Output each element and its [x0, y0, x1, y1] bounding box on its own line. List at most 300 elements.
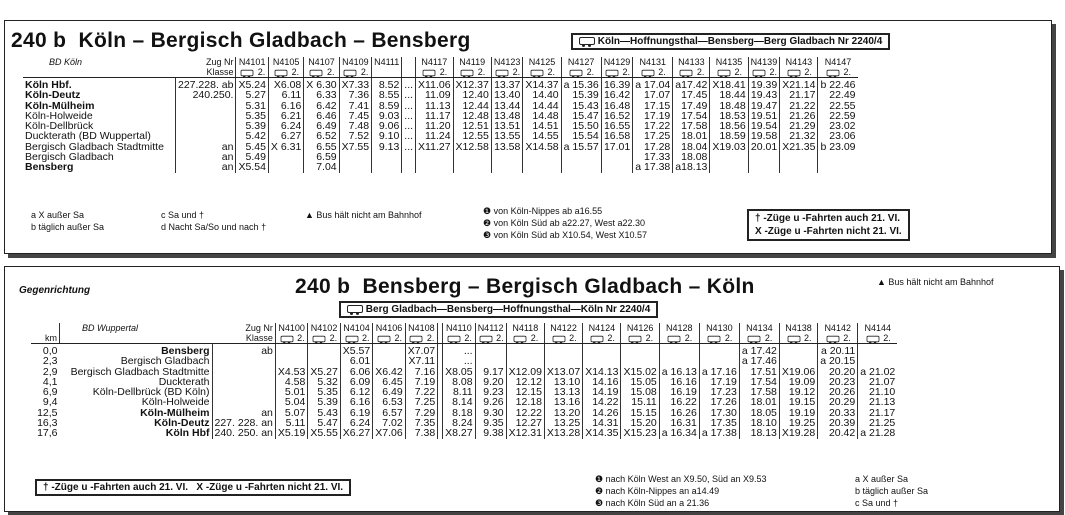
bus-icon	[826, 335, 839, 341]
train-number-cell: N4123	[491, 57, 523, 67]
time-cell: 8.14	[443, 397, 475, 407]
timetable-body	[31, 344, 897, 439]
time-cell: 6.33	[304, 90, 339, 100]
train-number-row	[23, 57, 858, 67]
time-cell: 7.19	[405, 377, 437, 387]
time-cell: 21.17	[858, 408, 898, 418]
time-cell: ...	[402, 78, 416, 91]
time-cell	[339, 162, 371, 172]
train-number-cell: N4119	[453, 57, 491, 67]
time-cell: 5.07	[275, 408, 307, 418]
klasse-label: Klasse	[245, 333, 273, 343]
class-cell	[544, 333, 582, 344]
class-cell	[523, 67, 561, 78]
bus-icon	[410, 335, 423, 341]
time-cell: 18.59	[710, 131, 748, 141]
time-cell: 7.35	[405, 418, 437, 428]
legend-mid	[161, 209, 266, 233]
time-cell: ...	[402, 90, 416, 100]
table-row	[23, 152, 858, 162]
time-cell: X12.37	[453, 78, 491, 91]
time-cell: 6.16	[268, 101, 303, 111]
time-cell: 21.17	[780, 90, 818, 100]
time-cell	[453, 152, 491, 162]
time-cell: 8.18	[443, 408, 475, 418]
time-cell: 16.16	[659, 377, 699, 387]
time-cell: X8.05	[443, 367, 475, 377]
time-cell: X14.58	[523, 142, 561, 152]
class-cell	[340, 333, 372, 344]
class-label: 2.	[329, 333, 338, 343]
time-cell: X6.42	[373, 367, 405, 377]
holiday-note-1: † -Züge u -Fahrten auch 21. VI.	[755, 213, 901, 224]
time-cell: 17.49	[673, 101, 710, 111]
km-cell: 9,4	[42, 396, 58, 409]
class-cell	[818, 333, 858, 344]
class-label: 2.	[326, 67, 335, 77]
time-cell	[372, 162, 402, 172]
bus-icon	[531, 69, 544, 75]
class-cell	[491, 67, 523, 78]
class-cell	[275, 333, 307, 344]
class-label: 2.	[734, 67, 743, 77]
time-cell: 6.45	[373, 377, 405, 387]
time-cell: 13.37	[491, 78, 523, 91]
time-cell: ...	[443, 356, 475, 366]
time-cell: 20.20	[818, 367, 858, 377]
time-cell: 15.43	[561, 101, 601, 111]
class-cell	[416, 67, 454, 78]
time-cell: 19.54	[748, 121, 780, 131]
bus-connection-text: Köln—Hoffnungsthal—Bensberg—Berg Gladbach Nr 2240/4	[597, 36, 883, 47]
time-cell: 6.01	[340, 356, 372, 366]
legend-b: b täglich außer Sa	[31, 222, 105, 232]
time-cell: X4.53	[275, 367, 307, 377]
legend-c: c Sa und †	[855, 498, 899, 508]
time-cell: 13.20	[544, 408, 582, 418]
holiday-note-1: † -Züge u -Fahrten auch 21. VI.	[43, 482, 189, 493]
time-cell: X14.13	[583, 367, 621, 377]
ref-cell: 240.250.	[176, 90, 236, 100]
time-cell: 6.16	[340, 397, 372, 407]
ref-cell	[176, 121, 236, 131]
train-number-cell: N4135	[710, 57, 748, 67]
class-label: 2.	[464, 333, 472, 343]
time-cell: 7.41	[339, 101, 371, 111]
time-cell	[523, 162, 561, 172]
bus-icon	[579, 37, 595, 45]
km-cell: 2,9	[42, 365, 58, 378]
time-cell: 19.58	[748, 131, 780, 141]
time-cell: 7.52	[339, 131, 371, 141]
time-cell: 5.39	[236, 121, 268, 131]
time-cell: 14.16	[583, 377, 621, 387]
class-label: 2.	[607, 333, 615, 343]
ref-cell: an	[176, 142, 236, 152]
time-cell: X7.11	[405, 356, 437, 366]
station-cell: Duckterath	[158, 375, 210, 388]
time-cell: 13.58	[491, 142, 523, 152]
time-cell	[818, 152, 858, 162]
station-cell: Köln-Dellbrück (BD Köln)	[92, 386, 210, 399]
class-cell	[673, 67, 710, 78]
train-number-cell: N4138	[779, 323, 817, 333]
train-number-cell: N4129	[601, 57, 633, 67]
time-cell: 9.20	[475, 377, 506, 387]
time-cell: 5.35	[308, 387, 340, 397]
station-cell: Bergisch Gladbach	[25, 151, 114, 164]
time-cell: 17.28	[633, 142, 673, 152]
class-cell	[304, 67, 339, 78]
class-cell	[633, 67, 673, 78]
time-cell: 6.49	[304, 121, 339, 131]
time-cell: X7.06	[373, 428, 405, 438]
class-cell	[268, 67, 303, 78]
time-cell: X7.33	[339, 78, 371, 91]
legend-return	[855, 473, 928, 509]
class-cell	[780, 67, 818, 78]
time-cell: 12.22	[506, 408, 544, 418]
legend-a: a X außer Sa	[31, 210, 85, 220]
bus-icon	[552, 335, 565, 341]
time-cell: 7.45	[339, 111, 371, 121]
ref-cell: ab	[212, 344, 275, 357]
time-cell: 14.51	[523, 121, 561, 131]
bus-icon	[447, 335, 460, 341]
time-cell: 7.36	[339, 90, 371, 100]
station-cell: Köln-Deutz	[25, 89, 81, 102]
time-cell: 15.47	[561, 111, 601, 121]
train-number-cell: N4107	[304, 57, 339, 67]
time-cell: 5.47	[308, 418, 340, 428]
ref-cell	[176, 111, 236, 121]
station-cell: Bensberg	[161, 345, 210, 357]
time-cell: 12.18	[506, 397, 544, 407]
legend-bus-note: ▲ Bus hält nicht am Bahnhof	[305, 210, 422, 220]
time-cell: 9.30	[475, 408, 506, 418]
timetable-title-return	[295, 275, 755, 299]
zug-nr-label: Zug Nr	[205, 57, 234, 67]
time-cell: 20.23	[818, 377, 858, 387]
class-label: 2.	[843, 67, 852, 77]
time-cell: X5.57	[340, 344, 372, 357]
time-cell: 6.27	[268, 131, 303, 141]
bus-icon	[753, 69, 766, 75]
time-cell: X5.24	[236, 78, 268, 91]
class-label: 2.	[360, 67, 369, 77]
time-cell: a 17.38	[699, 428, 739, 438]
time-cell	[583, 344, 621, 357]
bus-connection-box	[571, 33, 890, 50]
time-cell: 22.49	[818, 90, 858, 100]
class-label: 2.	[724, 333, 733, 343]
bus-icon	[827, 69, 840, 75]
train-number-cell: N4130	[699, 323, 739, 333]
time-cell	[601, 162, 633, 172]
train-number-row	[31, 323, 897, 333]
time-cell: a 16.13	[659, 367, 699, 377]
class-label: 2.	[645, 333, 654, 343]
time-cell: 9.26	[475, 397, 506, 407]
class-cell	[601, 67, 633, 78]
station-cell: Bergisch Gladbach	[120, 355, 210, 368]
time-cell	[402, 152, 416, 162]
station-cell: Köln Hbf	[165, 427, 210, 440]
klasse-cell	[23, 67, 236, 78]
train-number-cell: N4142	[818, 323, 858, 333]
station-cell: Duckterath (BD Wuppertal)	[25, 130, 151, 143]
class-cell	[453, 67, 491, 78]
time-cell: 9.03	[372, 111, 402, 121]
class-label: 2.	[439, 67, 448, 77]
time-cell: 15.15	[621, 408, 659, 418]
timetable-panel-outbound	[4, 20, 1052, 254]
time-cell	[275, 344, 307, 357]
time-cell: X19.28	[779, 428, 817, 438]
time-cell: X11.27	[416, 142, 454, 152]
time-cell: 16.55	[601, 121, 633, 131]
time-cell: 13.16	[544, 397, 582, 407]
time-cell: a 16.34	[659, 428, 699, 438]
time-cell: 17.26	[699, 397, 739, 407]
time-cell: 8.55	[372, 90, 402, 100]
time-cell: 16.31	[659, 418, 699, 428]
time-cell: 18.05	[739, 408, 779, 418]
time-cell: 17.23	[699, 387, 739, 397]
train-number-cell: N4139	[748, 57, 780, 67]
train-number-cell: N4143	[780, 57, 818, 67]
time-cell: 17.45	[673, 90, 710, 100]
time-cell: 9.38	[475, 428, 506, 438]
time-cell: 21.25	[858, 418, 898, 428]
time-cell: 6.24	[268, 121, 303, 131]
class-label: 2.	[804, 67, 812, 77]
train-number-cell: N4110	[443, 323, 475, 333]
reverse-direction-label: Gegenrichtung	[19, 285, 91, 296]
bus-icon	[479, 335, 492, 341]
class-cell	[710, 67, 748, 78]
time-cell: 16.22	[659, 397, 699, 407]
class-cell	[236, 67, 268, 78]
ref-cell: an	[212, 408, 275, 418]
time-cell: 14.55	[523, 131, 561, 141]
time-cell	[561, 152, 601, 162]
time-cell: 15.54	[561, 131, 601, 141]
class-label: 2.	[291, 67, 300, 77]
time-cell: X7.07	[405, 344, 437, 357]
time-cell: a 17.46	[739, 356, 779, 366]
time-cell: 14.26	[583, 408, 621, 418]
time-cell: X12.31	[506, 428, 544, 438]
time-cell: 17.58	[673, 121, 710, 131]
time-cell: 12.51	[453, 121, 491, 131]
time-cell: 6.24	[340, 418, 372, 428]
time-cell: 7.02	[373, 418, 405, 428]
time-cell: 19.12	[779, 387, 817, 397]
class-label: 2.	[658, 67, 666, 77]
station-cell: Köln-Deutz	[154, 417, 210, 430]
time-cell: 5.31	[236, 101, 268, 111]
time-cell: b 22.46	[818, 78, 858, 91]
time-cell: a 21.02	[858, 367, 898, 377]
time-cell: 5.32	[308, 377, 340, 387]
train-number-cell: N4101	[236, 57, 268, 67]
time-cell: 14.48	[523, 111, 561, 121]
bus-icon	[866, 335, 879, 341]
time-cell: 18.01	[673, 131, 710, 141]
time-cell: 6.49	[373, 387, 405, 397]
time-cell: 8.08	[443, 377, 475, 387]
time-cell: 13.40	[491, 90, 523, 100]
time-cell: 14.40	[523, 90, 561, 100]
table-row	[23, 162, 858, 172]
operator-cell	[23, 57, 236, 67]
class-cell	[475, 333, 506, 344]
holiday-note-2: X -Züge u -Fahrten nicht 21. VI.	[196, 482, 344, 493]
bus-icon	[423, 69, 436, 75]
table-number: 240 b	[11, 29, 67, 52]
route-title: Köln – Bergisch Gladbach – Bensberg	[78, 29, 471, 52]
time-cell: X12.09	[506, 367, 544, 377]
station-cell: Köln-Dellbrück	[25, 120, 94, 133]
time-cell: X5.55	[308, 428, 340, 438]
time-cell: 16.52	[601, 111, 633, 121]
train-number-cell: N4131	[633, 57, 673, 67]
table-row	[23, 142, 858, 152]
time-cell: 20.42	[818, 428, 858, 438]
time-cell: 6.06	[340, 367, 372, 377]
station-cell: Köln-Holweide	[141, 396, 210, 409]
time-cell: 8.24	[443, 418, 475, 428]
time-cell: X6.27	[340, 428, 372, 438]
class-label: 2.	[684, 333, 693, 343]
legend-d: d Nacht Sa/So und nach †	[161, 222, 267, 232]
time-cell	[699, 344, 739, 357]
time-cell: 11.13	[416, 101, 454, 111]
bus-icon	[313, 335, 326, 341]
time-cell: ...	[402, 142, 416, 152]
time-cell: 22.55	[818, 101, 858, 111]
time-cell: X13.28	[544, 428, 582, 438]
time-cell: 7.22	[405, 387, 437, 397]
km-head-blank	[31, 323, 60, 333]
time-cell: 21.22	[780, 101, 818, 111]
time-cell: 19.39	[748, 78, 780, 91]
time-cell: 16.19	[659, 387, 699, 397]
class-label: 2.	[569, 333, 577, 343]
time-cell: a 15.36	[561, 78, 601, 91]
bus-icon	[629, 335, 642, 341]
time-cell: 18.01	[739, 397, 779, 407]
train-number-cell	[402, 57, 416, 67]
time-cell: X18.41	[710, 78, 748, 91]
holiday-note-box-return	[35, 479, 351, 496]
time-cell	[416, 152, 454, 162]
class-label: 2.	[883, 333, 891, 343]
km-cell: 12,5	[37, 406, 58, 419]
time-cell: 17.30	[699, 408, 739, 418]
km-cell: 4,1	[42, 375, 58, 388]
time-cell: 17.54	[739, 377, 779, 387]
ref-cell	[176, 101, 236, 111]
time-cell: 18.56	[710, 121, 748, 131]
time-cell: ...	[402, 131, 416, 141]
ref-cell: an	[176, 152, 236, 162]
time-cell: 8.11	[443, 387, 475, 397]
time-cell: X6.08	[268, 78, 303, 91]
time-cell: 11.20	[416, 121, 454, 131]
station-cell: Bensberg	[25, 161, 74, 174]
station-cell: Bergisch Gladbach Stadtmitte	[25, 140, 164, 153]
time-cell	[621, 344, 659, 357]
time-cell	[858, 344, 898, 357]
bus-icon	[787, 69, 800, 75]
class-cell	[373, 333, 405, 344]
time-cell: 11.17	[416, 111, 454, 121]
time-cell	[372, 152, 402, 162]
km-cell: 2,3	[42, 355, 58, 368]
time-cell: 17.07	[633, 90, 673, 100]
train-number-cell: N4128	[659, 323, 699, 333]
time-cell: 6.11	[268, 90, 303, 100]
class-cell	[858, 333, 898, 344]
time-cell: X14.37	[523, 78, 561, 91]
time-cell: 17.33	[633, 152, 673, 162]
time-cell: X 6.31	[268, 142, 303, 152]
ref-cell	[212, 367, 275, 377]
train-number-cell: N4147	[818, 57, 858, 67]
time-cell: 15.11	[621, 397, 659, 407]
time-cell: 8.59	[372, 101, 402, 111]
time-cell: 12.40	[453, 90, 491, 100]
timetable-return	[31, 323, 897, 439]
class-label: 2.	[586, 67, 595, 77]
time-cell: 21.29	[780, 121, 818, 131]
class-cell	[372, 67, 402, 78]
time-cell: 23.06	[818, 131, 858, 141]
bus-icon	[708, 335, 721, 341]
time-cell: 7.25	[405, 397, 437, 407]
time-cell: 18.04	[673, 142, 710, 152]
bus-icon	[347, 305, 363, 313]
time-cell: 11.24	[416, 131, 454, 141]
time-cell: 18.44	[710, 90, 748, 100]
time-cell: 5.43	[308, 408, 340, 418]
legend-left	[31, 209, 104, 233]
time-cell: 19.43	[748, 90, 780, 100]
train-number-cell: N4144	[858, 323, 898, 333]
class-label: 2.	[496, 333, 504, 343]
time-cell: X12.58	[453, 142, 491, 152]
time-cell: 5.35	[236, 111, 268, 121]
station-cell: Köln-Mülheim	[140, 406, 210, 419]
bus-connection-box-return	[339, 301, 658, 318]
time-cell: 9.35	[475, 418, 506, 428]
time-cell: 6.53	[373, 397, 405, 407]
class-label: 2.	[362, 333, 370, 343]
train-number-cell: N4106	[373, 323, 405, 333]
time-cell: 17.54	[673, 111, 710, 121]
time-cell: 13.10	[544, 377, 582, 387]
footnote-1: ❶ von Köln-Nippes ab a16.55	[483, 206, 603, 216]
time-cell: 19.15	[779, 397, 817, 407]
train-number-cell: N4117	[416, 57, 454, 67]
class-cell	[583, 333, 621, 344]
bus-icon	[345, 335, 358, 341]
time-cell: 6.42	[304, 101, 339, 111]
km-cell: 17,6	[37, 427, 58, 440]
time-cell: 20.39	[818, 418, 858, 428]
